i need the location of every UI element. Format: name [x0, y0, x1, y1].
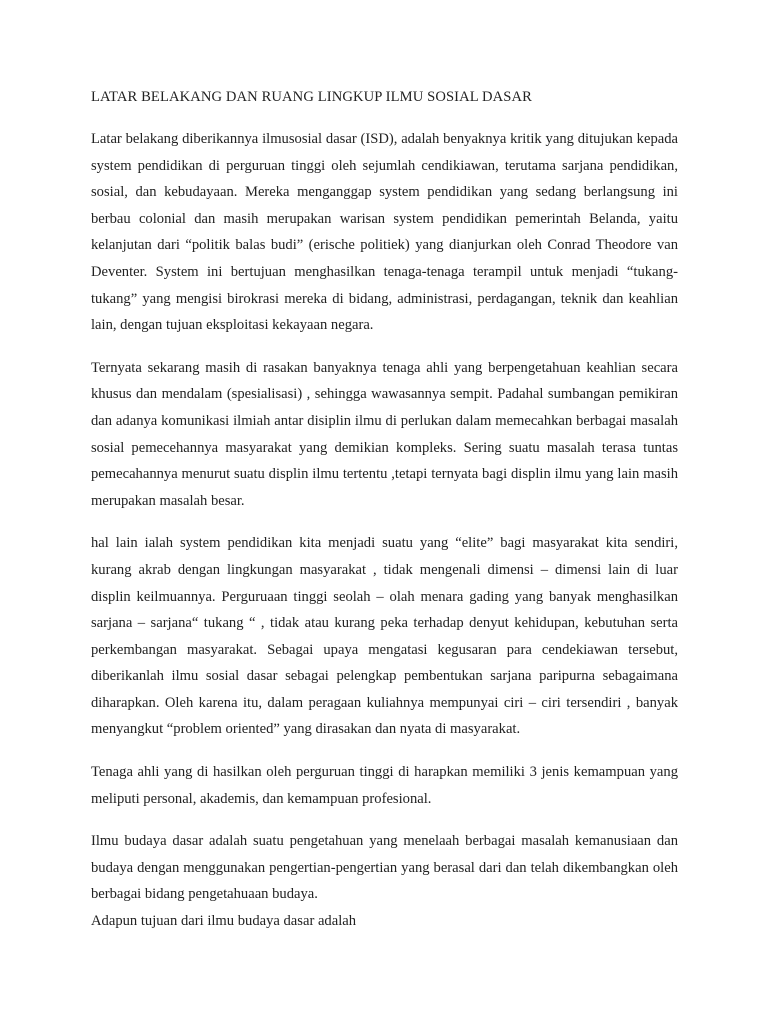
document-title: LATAR BELAKANG DAN RUANG LINGKUP ILMU SOSIAL DASAR: [91, 89, 532, 105]
paragraph-ilmu-budaya-dasar: Ilmu budaya dasar adalah suatu pengetahuan yang menelaah berbagai masalah kemanusiaan dan budaya dengan menggunakan pengertian-pengertian yang berasal dari dan telah dikembangkan oleh berbagai bidang pengetahuaan budaya.: [91, 833, 678, 903]
document-page: [91, 84, 678, 951]
paragraph-latar-belakang: Latar belakang diberikannya ilmusosial dasar (ISD), adalah benyaknya kritik yang ditujukan kepada system pendidikan di perguruan tinggi oleh sejumlah cendikiawan, terutama sarjana pendidikan, sosial, dan kebudayaan. Mereka menganggap system pendidikan yang sedang berlangsung ini berbau colonial dan masih merupakan warisan system pendidikan pemerintah Belanda, yaitu kelanjutan dari “politik balas budi” (erische politiek) yang dianjurkan oleh Conrad Theodore van Deventer. System ini bertujuan menghasilkan tenaga-tenaga terampil untuk menjadi “tukang-tukang” yang mengisi birokrasi mereka di bidang, administrasi, perdagangan, teknik dan keahlian lain, dengan tujuan eksploitasi kekayaan negara.: [91, 131, 678, 334]
paragraph-sistem-pendidikan-elite: hal lain ialah system pendidikan kita menjadi suatu yang “elite” bagi masyarakat kita sendiri, kurang akrab dengan lingkungan masyarakat , tidak mengenali dimensi – dimensi lain di luar displin keilmuannya. Perguruaan tinggi seolah – olah menara gading yang banyak menghasilkan sarjana – sarjana“ tukang “ , tidak atau kurang peka terhadap denyut kehidupan, kebutuhan serta perkembangan masyarakat. Sebagai upaya mengatasi kegusaran para cendekiawan tersebut, diberikanlah ilmu sosial dasar sebagai pelengkap pembentukan sarjana paripurna sebagaimana diharapkan. Oleh karena itu, dalam peragaan kuliahnya mempunyai ciri – ciri tersendiri , banyak menyangkut “problem oriented” yang dirasakan dan nyata di masyarakat.: [91, 535, 678, 738]
paragraph-tujuan-ibd: Adapun tujuan dari ilmu budaya dasar adalah: [91, 913, 357, 930]
paragraph-tiga-kemampuan: Tenaga ahli yang di hasilkan oleh perguruan tinggi di harapkan memiliki 3 jenis kemampuan yang meliputi personal, akademis, dan kemampuan profesional.: [91, 764, 678, 807]
paragraph-tenaga-ahli-spesialisasi: Ternyata sekarang masih di rasakan banyaknya tenaga ahli yang berpengetahuan keahlian secara khusus dan mendalam (spesialisasi) , sehingga wawasannya sempit. Padahal sumbangan pemikiran dan adanya komunikasi ilmiah antar disiplin ilmu di perlukan dalam memecahkan berbagai masalah sosial pemecehannya masyarakat yang demikian kompleks. Sering suatu masalah terasa tuntas pemecahannya menurut suatu displin ilmu tertentu ,tetapi ternyata bagi displin ilmu yang lain masih merupakan masalah besar.: [91, 359, 678, 509]
